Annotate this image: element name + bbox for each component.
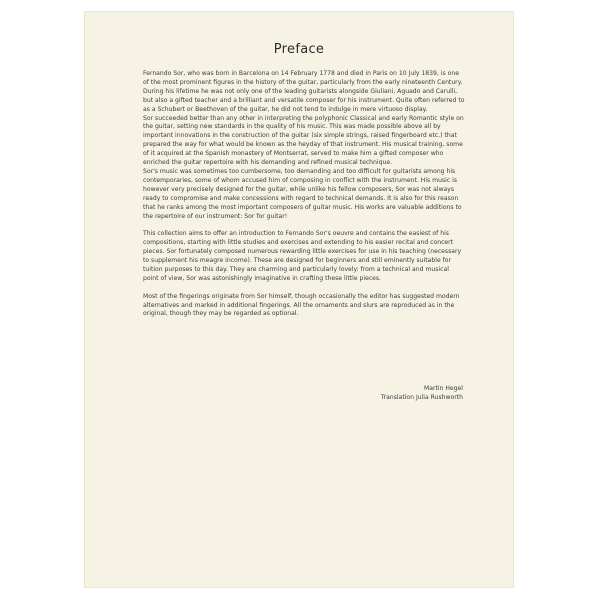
preface-paragraph-1: Fernando Sor, who was born in Barcelona on 14 February 1778 and died in Paris on 10 July 1839, is one of the most prominent figures in the history of the guitar, particularly from the early nineteenth Century. During his lifetime he was not only one of the leading guitarists alongside Giuliani, Aguado and Carulli, but also a gifted teacher and a brilliant and versatile composer for his instrument. Quite often referred to as a Schubert or Beethoven of the guitar, he did not tend to indulge in mere virtuoso display. <box>143 70 465 113</box>
preface-paragraph-5: Most of the fingerings originate from Sor himself, though occasionally the editor has suggested modern alternatives and marked in additional fingerings. All the ornaments and slurs are reproduced as in the original, though they may be regarded as optional. <box>143 292 460 318</box>
translator-credit: Translation Julia Rushworth <box>380 394 463 401</box>
score-page <box>85 12 513 587</box>
page-title: Preface <box>273 42 325 57</box>
preface-paragraph-4: This collection aims to offer an introduction to Fernando Sor's oeuvre and contains the easiest of his compositions, starting with little studies and exercises and extending to his easier recital and concert pieces. Sor fortunately composed numerous rewarding little exercises for use in his teaching (necessary to supplement his meagre income). These are designed for beginners and still eminently suitable for tuition purposes to this day. They are charming and particularly lovely: from a technical and musical point of view, Sor was astonishingly imaginative in crafting these little pieces. <box>143 230 462 282</box>
preface-paragraph-2: Sor succeeded better than any other in interpreting the polyphonic Classical and early Romantic style on the guitar, setting new standards in the quality of his music. This was made possible above all by important innovations in the construction of the guitar (six simple strings, raised fingerboard etc.) that prepared the way for what would be known as the heyday of that instrument. His musical training, some of it acquired at the Spanish monastery of Montserrat, served to make him a gifted composer who enriched the guitar repertoire with his demanding and refined musical technique. <box>143 114 464 167</box>
preface-body <box>143 70 465 319</box>
author-name: Martin Hegel <box>423 385 463 392</box>
signature-block <box>381 384 463 402</box>
preface-paragraph-3: Sor's music was sometimes too cumbersome, too demanding and too difficult for guitarists among his contemporaries, some of whom accused him of composing in conflict with the instrument. His music is however very precisely designed for the guitar, while unlike his fellow composers, Sor was not always ready to compromise and make concessions with regard to technical demands. It is also for this reason that he ranks among the most important composers of guitar music. His works are valuable additions to the repertoire of our instrument: Sor for guitar! <box>143 167 462 220</box>
